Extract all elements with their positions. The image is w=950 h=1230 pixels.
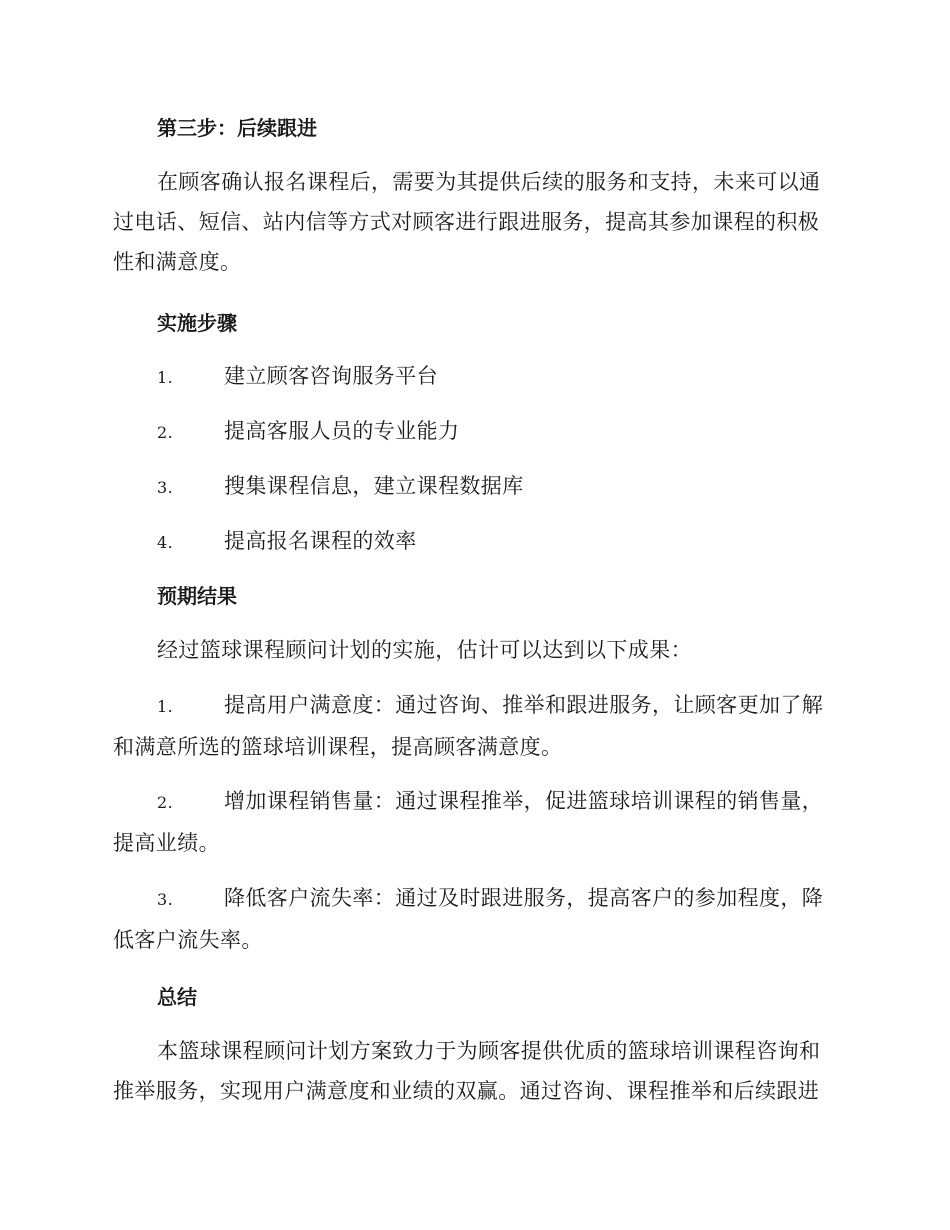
- list-text: 搜集课程信息，建立课程数据库: [224, 474, 524, 498]
- expected-item: 3. 降低客户流失率：通过及时跟进服务，提高客户的参加程度，降低客户流失率。: [113, 886, 824, 952]
- implementation-item: 3. 搜集课程信息，建立课程数据库: [157, 474, 524, 498]
- list-text: 提高客服人员的专业能力: [224, 419, 460, 443]
- step3-paragraph: 在顾客确认报名课程后，需要为其提供后续的服务和支持，未来可以通过电话、短信、站内信等方式对顾客进行跟进服务，提高其参加课程的积极性和满意度。: [113, 170, 821, 274]
- list-text: 降低客户流失率：通过及时跟进服务，提高客户的参加程度，降低客户流失率。: [113, 886, 824, 952]
- list-text: 建立顾客咨询服务平台: [224, 364, 438, 388]
- list-text: 增加课程销售量：通过课程推举，促进篮球培训课程的销售量，提高业绩。: [113, 789, 824, 855]
- list-text: 提高报名课程的效率: [224, 529, 417, 553]
- implementation-item: 1. 建立顾客咨询服务平台: [157, 364, 438, 388]
- list-text: 提高用户满意度：通过咨询、推举和跟进服务，让顾客更加了解和满意所选的篮球培训课程，提高顾客满意度。: [113, 693, 824, 759]
- expected-item: 1. 提高用户满意度：通过咨询、推举和跟进服务，让顾客更加了解和满意所选的篮球培训课程，提高顾客满意度。: [113, 693, 824, 759]
- expected-intro: 经过篮球课程顾问计划的实施，估计可以达到以下成果：: [157, 638, 692, 662]
- implementation-item: 2. 提高客服人员的专业能力: [157, 419, 460, 443]
- implementation-item: 4. 提高报名课程的效率: [157, 529, 417, 553]
- expected-results-heading: 预期结果: [157, 584, 237, 608]
- implementation-heading: 实施步骤: [157, 311, 237, 335]
- summary-heading: 总结: [157, 985, 197, 1009]
- expected-item: 2. 增加课程销售量：通过课程推举，促进篮球培训课程的销售量，提高业绩。: [113, 789, 824, 855]
- summary-paragraph: 本篮球课程顾问计划方案致力于为顾客提供优质的篮球培训课程咨询和推举服务，实现用户满意度和业绩的双赢。通过咨询、课程推举和后续跟进: [113, 1039, 821, 1103]
- step3-heading: 第三步：后续跟进: [157, 116, 317, 140]
